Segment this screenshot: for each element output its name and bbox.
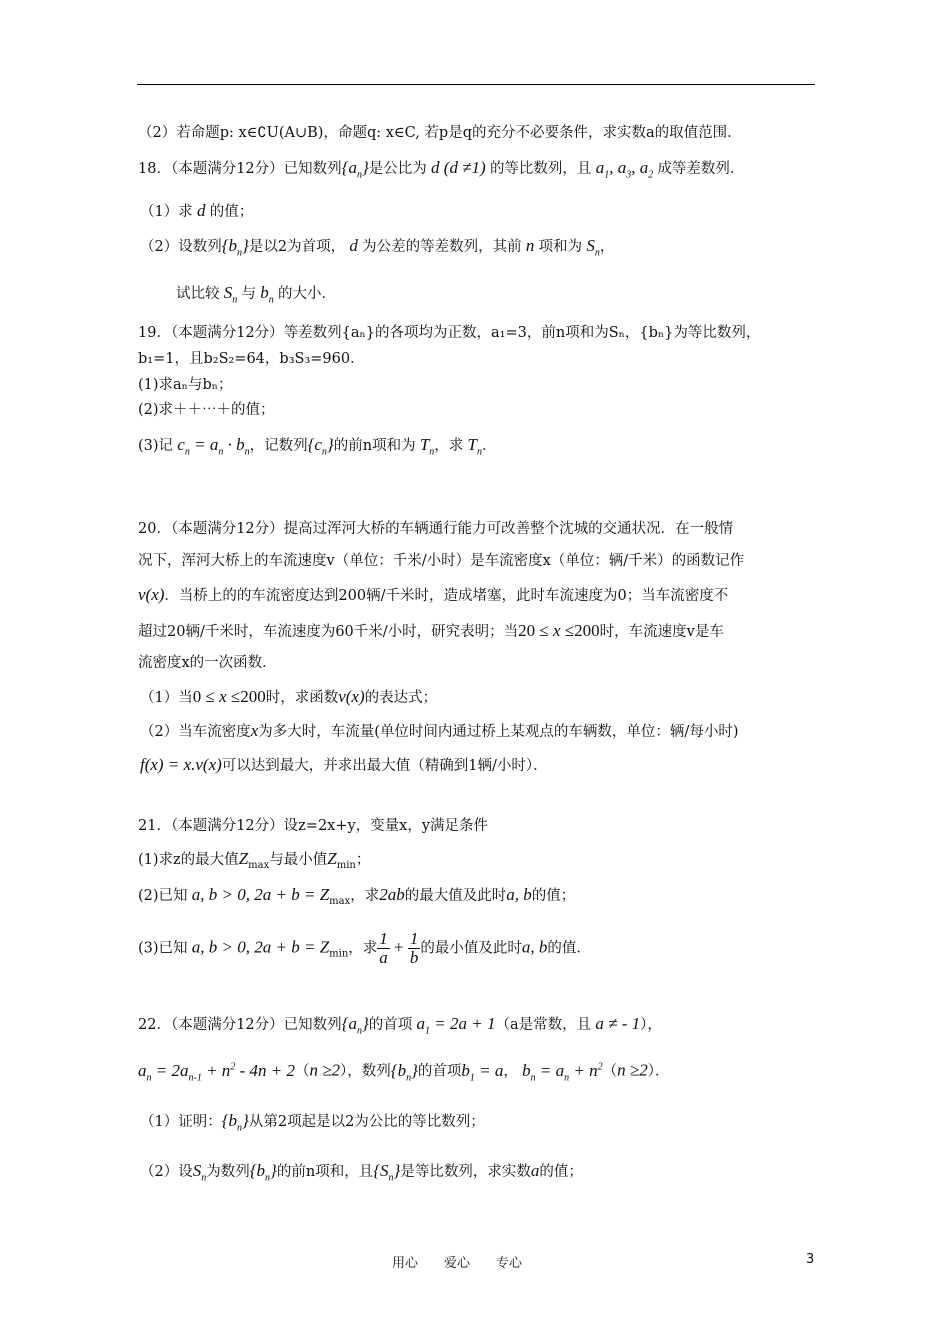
problem-20-line-2: 况下，浑河大桥上的车流速度v（单位：千米/小时）是车流密度x（单位：辆/千米）的函数记作 [138, 553, 745, 569]
page-number: 3 [806, 1252, 815, 1267]
problem-19-part-1: (1)求aₙ与bₙ； [138, 377, 233, 393]
problem-18-part-2-compare: 试比较 $S_n$ 与 $b_n$ 的大小． [176, 283, 336, 306]
problem-22-part-2: （2）设$S_n$为数列$\{b_n\}$的前n项和，且$\{S_n\}$是等比数列，求实数a的值； [140, 1161, 583, 1184]
problem-21-line-1: 21．（本题满分12分）设z=2x+y，变量x，y满足条件 [138, 818, 489, 834]
problem-20-part-2-formula: f(x) = x.v(x)可以达到最大，并求出最大值（精确到1辆/小时）． [140, 755, 548, 774]
problem-19-line-2: b₁=1，且b₂S₂=64，b₃S₃=960． [138, 351, 365, 367]
problem-21-part-1: (1)求z的最大值$Z_{max}$与最小值$Z_{min}$； [138, 849, 371, 871]
problem-18-part-2: （2）设数列$\{b_n\}$是以2为首项， d 为公差的等差数列，其前 n 项和为 $S_n$， [140, 236, 615, 259]
problem-18-statement: 18．（本题满分12分）已知数列$\{a_n\}$是公比为 d (d ≠1) 的等比数列，且 $a_1$, $a_3$, $a_2$ 成等差数列． [138, 158, 745, 181]
problem-22-line-2: $a_n = 2a_{n-1} + n^2 - 4n + 2(n \ge 2)$，数列$\{b_n\}$的首项$b_1 = a$， $b_n = a_n + n^2(n \ge 2)$． [138, 1060, 670, 1084]
problem-19-part-2: (2)求＋＋⋯＋的值； [138, 402, 275, 418]
problem-20-line-5: 流密度x的一次函数． [138, 655, 277, 671]
problem-17-part-2: （2）若命题p: x∈∁U(A∪B)，命题q: x∈C, 若p是q的充分不必要条件，求实数a的取值范围． [138, 125, 742, 141]
problem-21-part-2: (2)已知 a, b > 0, $2a + b = Z_{max}$，求2ab的最大值及此时a, b的值； [138, 885, 576, 907]
problem-21-part-3: (3)已知 a, b > 0, $2a + b = Z_{min}$，求 $\frac{1}{a}$ + $\frac{1}{b}$ 的最小值及此时a, b的值． [138, 929, 591, 967]
problem-22-line-1: 22．（本题满分12分）已知数列$\{a_n\}$的首项 $a_1 = 2a + 1(a$是常数，且 a ≠ - 1）， [138, 1014, 662, 1037]
problem-18-part-1: （1）求 d 的值； [140, 201, 254, 220]
header-rule [137, 84, 815, 85]
problem-20-line-4: 超过20辆/千米时，车流速度为60千米/小时，研究表明；当20 ≤ x ≤200时，车流速度v是车 [138, 621, 724, 640]
footer-motto: 用心 爱心 专心 [392, 1256, 523, 1271]
problem-20-line-3: v(x)．当桥上的的车流密度达到200辆/千米时，造成堵塞，此时车流速度为0；当车流密度不 [138, 585, 729, 604]
problem-20-part-1: （1）当0 ≤ x ≤200时，求函数v(x)的表达式； [140, 687, 438, 706]
problem-19-part-3: (3)记 $c_n = a_n \cdot b_n$，记数列$\{c_n\}$的前n项和为 $T_n$，求 $T_n$． [138, 435, 497, 458]
problem-20-line-1: 20．（本题满分12分）提高过浑河大桥的车辆通行能力可改善整个沈城的交通状况．在一般情 [138, 521, 734, 537]
problem-22-part-1: （1）证明：$\{b_n\}$从第2项起是以2为公比的等比数列； [140, 1111, 485, 1134]
problem-19-line-1: 19．（本题满分12分）等差数列{aₙ}的各项均为正数，a₁=3，前n项和为Sₙ，{bₙ}为等比数列， [138, 325, 761, 341]
problem-20-part-2: （2）当车流密度x为多大时，车流量(单位时间内通过桥上某观点的车辆数，单位：辆/每小时) [140, 721, 739, 740]
